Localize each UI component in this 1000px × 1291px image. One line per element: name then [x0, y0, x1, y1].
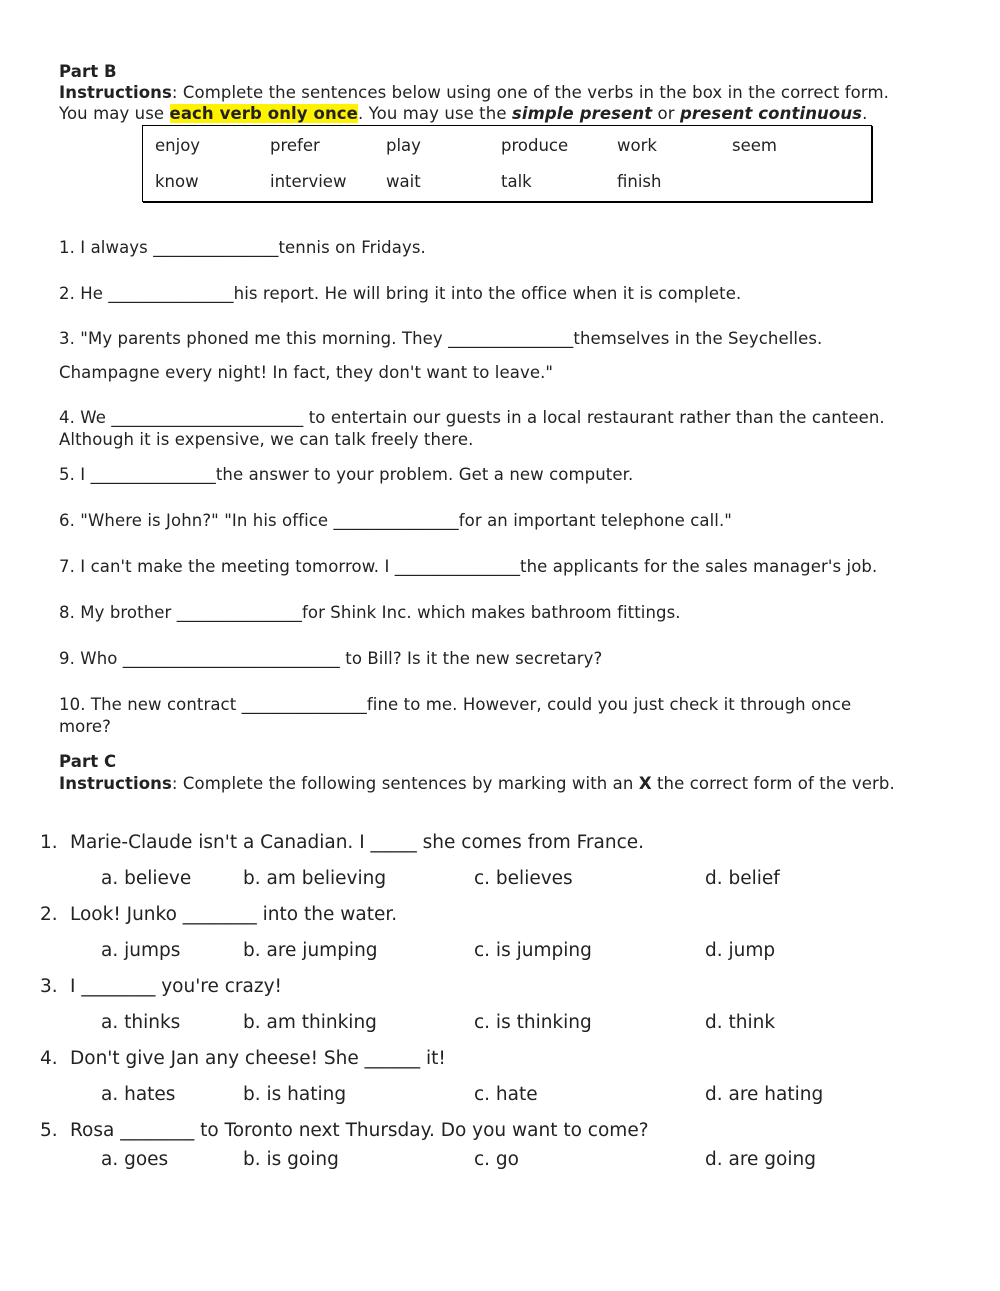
verb-word: play — [386, 136, 421, 155]
option-b[interactable]: b. are jumping — [243, 940, 378, 961]
part-b-sentence: 4. We _______________________ to entertain our guests in a local restaurant rather than the canteen. — [59, 408, 885, 427]
option-c[interactable]: c. is thinking — [474, 1012, 592, 1033]
option-c[interactable]: c. believes — [474, 868, 573, 889]
question-text: Don't give Jan any cheese! She ______ it! — [70, 1048, 446, 1069]
part-b-heading: Part B — [59, 62, 117, 81]
option-a[interactable]: a. jumps — [101, 940, 181, 961]
part-b-sentence: more? — [59, 717, 111, 736]
question-text: Marie-Claude isn't a Canadian. I _____ she comes from France. — [70, 832, 645, 853]
part-b-sentence: 2. He _______________his report. He will bring it into the office when it is complete. — [59, 284, 742, 303]
option-b[interactable]: b. is going — [243, 1149, 339, 1170]
verb-word: work — [617, 136, 657, 155]
simple-present-emphasis: simple present — [511, 104, 653, 123]
option-c[interactable]: c. go — [474, 1149, 519, 1170]
part-c-instructions — [59, 774, 895, 793]
question-text: I ________ you're crazy! — [70, 976, 282, 997]
verb-word: produce — [501, 136, 569, 155]
instructions-label: Instructions — [59, 83, 172, 102]
instr-text: the correct form of the verb. — [651, 774, 895, 793]
option-d[interactable]: d. are going — [705, 1149, 816, 1170]
instr-text: or — [652, 104, 680, 123]
instr-text: : Complete the following sentences by marking with an — [171, 774, 639, 793]
option-a[interactable]: a. hates — [101, 1084, 176, 1105]
instr-text: . — [862, 104, 868, 123]
part-b-sentence: Champagne every night! In fact, they don't want to leave." — [59, 363, 554, 382]
option-d[interactable]: d. belief — [705, 868, 780, 889]
option-b[interactable]: b. is hating — [243, 1084, 347, 1105]
question-number: 3. — [40, 976, 58, 997]
option-c[interactable]: c. hate — [474, 1084, 538, 1105]
part-b-instructions-line2 — [59, 104, 867, 123]
option-a[interactable]: a. thinks — [101, 1012, 181, 1033]
option-b[interactable]: b. am believing — [243, 868, 387, 889]
verb-word: wait — [386, 172, 421, 191]
part-b-sentence: 10. The new contract _______________fine to me. However, could you just check it through once — [59, 695, 852, 714]
option-b[interactable]: b. am thinking — [243, 1012, 377, 1033]
question-number: 2. — [40, 904, 58, 925]
highlighted-instruction: each verb only once — [169, 104, 358, 123]
part-b-sentence: 3. "My parents phoned me this morning. They _______________themselves in the Seychelles. — [59, 329, 823, 348]
verb-word: seem — [732, 136, 777, 155]
verb-word: interview — [270, 172, 347, 191]
x-mark: X — [638, 774, 652, 793]
part-b-instructions-line1 — [59, 83, 889, 102]
instructions-label: Instructions — [59, 774, 172, 793]
option-d[interactable]: d. are hating — [705, 1084, 824, 1105]
option-d[interactable]: d. jump — [705, 940, 776, 961]
verb-word: know — [155, 172, 199, 191]
instr-text: You may use — [59, 104, 170, 123]
part-b-sentence: 1. I always _______________tennis on Fridays. — [59, 238, 426, 257]
question-number: 4. — [40, 1048, 58, 1069]
part-c-heading: Part C — [59, 752, 117, 771]
question-text: Look! Junko ________ into the water. — [70, 904, 398, 925]
question-text: Rosa ________ to Toronto next Thursday. Do you want to come? — [70, 1120, 649, 1141]
verb-word: talk — [501, 172, 532, 191]
verb-word: finish — [617, 172, 662, 191]
option-c[interactable]: c. is jumping — [474, 940, 592, 961]
option-a[interactable]: a. goes — [101, 1149, 169, 1170]
verb-word: prefer — [270, 136, 320, 155]
question-number: 1. — [40, 832, 58, 853]
part-b-sentence: 8. My brother _______________for Shink Inc. which makes bathroom fittings. — [59, 603, 681, 622]
part-b-sentence: 9. Who __________________________ to Bill? Is it the new secretary? — [59, 649, 603, 668]
instr-text: . You may use the — [357, 104, 512, 123]
verb-word: enjoy — [155, 136, 201, 155]
option-d[interactable]: d. think — [705, 1012, 776, 1033]
option-a[interactable]: a. believe — [101, 868, 192, 889]
instructions-text: : Complete the sentences below using one of the verbs in the box in the correct form. — [171, 83, 889, 102]
part-b-sentence: Although it is expensive, we can talk freely there. — [59, 430, 474, 449]
verb-box — [142, 125, 872, 202]
part-b-sentence: 6. "Where is John?" "In his office _______________for an important telephone call." — [59, 511, 732, 530]
present-continuous-emphasis: present continuous — [679, 104, 863, 123]
part-b-sentence: 5. I _______________the answer to your problem. Get a new computer. — [59, 465, 634, 484]
question-number: 5. — [40, 1120, 58, 1141]
part-b-sentence: 7. I can't make the meeting tomorrow. I _______________the applicants for the sales manager's job. — [59, 557, 878, 576]
